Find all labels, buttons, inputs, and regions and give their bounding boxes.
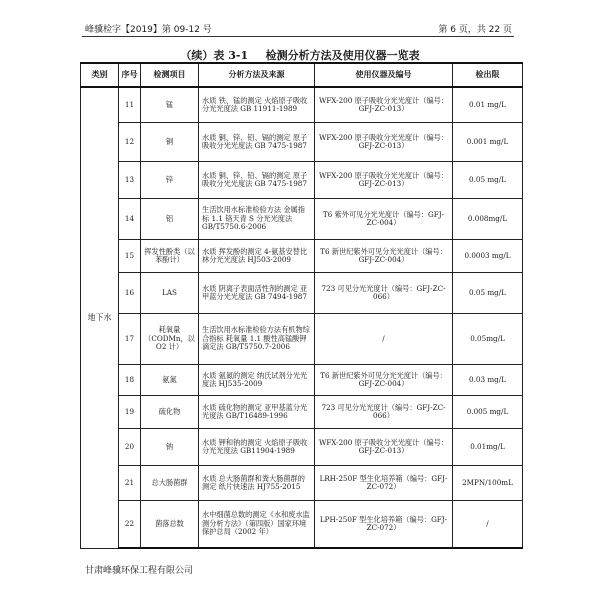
item-cell: 硫化物 [141, 396, 199, 429]
category-cell: 地下水 [81, 87, 119, 548]
table-row [81, 501, 523, 549]
item-cell: 铝 [141, 199, 199, 240]
method-cell: 水质 氨氮的测定 纳氏试剂分光光度法 HJ535-2009 [199, 365, 315, 396]
seq-cell: 21 [119, 466, 141, 501]
item-cell: 锌 [141, 162, 199, 199]
seq-cell: 22 [119, 501, 141, 549]
seq-cell: 20 [119, 429, 141, 466]
instrument-cell: WFX-200 原子吸收分光光度计（编号：GFJ-ZC-013） [315, 429, 453, 466]
limit-cell: 0.001 mg/L [453, 123, 523, 162]
seq-cell: 17 [119, 314, 141, 365]
limit-cell: 0.05 mg/L [453, 273, 523, 314]
instrument-cell: T6 新世纪紫外可见分光光度计（编号：GFJ-ZC-004） [315, 240, 453, 273]
header-divider [82, 36, 514, 37]
table-row [81, 365, 523, 396]
instrument-cell: / [315, 314, 453, 365]
method-cell: 生活饮用水标准检验方法有机物综合指标 耗氧量 1.1 酸性高锰酸钾滴定法 GB/T5750.7-2006 [199, 314, 315, 365]
limit-cell: 0.005 mg/L [453, 396, 523, 429]
table-row [81, 273, 523, 314]
limit-cell: 2MPN/100mL [453, 466, 523, 501]
item-cell: 锰 [141, 87, 199, 123]
limit-cell: 0.03 mg/L [453, 365, 523, 396]
item-cell: LAS [141, 273, 199, 314]
table-row [81, 199, 523, 240]
seq-cell: 18 [119, 365, 141, 396]
page-info: 第 6 页，共 22 页 [438, 25, 512, 35]
table-row [81, 396, 523, 429]
limit-cell: 0.0003 mg/L [453, 240, 523, 273]
col-header-category: 类别 [81, 63, 119, 87]
limit-cell: 0.05mg/L [453, 314, 523, 365]
seq-cell: 12 [119, 123, 141, 162]
method-cell: 水质 硫化物的测定 亚甲基蓝分光光度法 GB/T16489-1996 [199, 396, 315, 429]
instrument-cell: 723 可见分光光度计（编号：GFJ-ZC-066） [315, 273, 453, 314]
limit-cell: 0.05 mg/L [453, 162, 523, 199]
table-title [0, 47, 600, 63]
col-header-item: 检测项目 [141, 63, 199, 87]
limit-cell: 0.01 mg/L [453, 87, 523, 123]
method-cell: 水质 铁、锰的测定 火焰原子吸收分光光度法 GB 11911-1989 [199, 87, 315, 123]
item-cell: 总大肠菌群 [141, 466, 199, 501]
table-row [81, 87, 523, 123]
table-row [81, 123, 523, 162]
col-header-seq: 序号 [119, 63, 141, 87]
seq-cell: 14 [119, 199, 141, 240]
limit-cell: 0.01mg/L [453, 429, 523, 466]
instrument-cell: WFX-200 原子吸收分光光度计（编号：GFJ-ZC-013） [315, 87, 453, 123]
item-cell: 铜 [141, 123, 199, 162]
seq-cell: 16 [119, 273, 141, 314]
method-cell: 水质 钾和钠的测定 火焰原子吸收分光光度法 GB11904-1989 [199, 429, 315, 466]
item-cell: 菌落总数 [141, 501, 199, 549]
table-row [81, 466, 523, 501]
limit-cell: / [453, 501, 523, 549]
instrument-cell: 723 可见分光光度计（编号：GFJ-ZC-066） [315, 396, 453, 429]
limit-cell: 0.008mg/L [453, 199, 523, 240]
instrument-cell: LRH-250F 型生化培养箱（编号：GFJ-ZC-072） [315, 466, 453, 501]
seq-cell: 19 [119, 396, 141, 429]
col-header-limit: 检出限 [453, 63, 523, 87]
table-row [81, 314, 523, 365]
table-row [81, 240, 523, 273]
method-cell: 水质 阴离子表面活性剂的测定 亚甲蓝分光光度法 GB 7494-1987 [199, 273, 315, 314]
detection-methods-table [80, 62, 523, 549]
seq-cell: 11 [119, 87, 141, 123]
method-cell: 水质 铜、锌、铅、镉的测定 原子吸收分光光度法 GB 7475-1987 [199, 162, 315, 199]
instrument-cell: WFX-200 原子吸收分光光度计（编号：GFJ-ZC-013） [315, 123, 453, 162]
item-cell: 挥发性酚类（以苯酚计） [141, 240, 199, 273]
col-header-method: 分析方法及来源 [199, 63, 315, 87]
table-title-prefix: （续）表 3-1 [180, 49, 249, 62]
method-cell: 水质 铜、锌、铅、镉的测定 原子吸收分光光度法 GB 7475-1987 [199, 123, 315, 162]
table-title-text: 检测分析方法及使用仪器一览表 [265, 49, 420, 62]
company-footer: 甘肃峰骥环保工程有限公司 [85, 566, 194, 576]
method-cell: 水质 总大肠菌群和粪大肠菌群的测定 纸片快速法 HJ755-2015 [199, 466, 315, 501]
item-cell: 钠 [141, 429, 199, 466]
seq-cell: 15 [119, 240, 141, 273]
instrument-cell: T6 新世纪紫外可见分光光度计（编号：GFJ-ZC-004） [315, 365, 453, 396]
method-cell: 水质 挥发酚的测定 4-氨基安替比林分光光度法 HJ503-2009 [199, 240, 315, 273]
instrument-cell: WFX-200 原子吸收分光光度计（编号：GFJ-ZC-013） [315, 162, 453, 199]
seq-cell: 13 [119, 162, 141, 199]
method-cell: 水中细菌总数的测定《水和废水监测分析方法》（第四版）国家环境保护总局（2002 年） [199, 501, 315, 549]
table-row [81, 162, 523, 199]
instrument-cell: LPH-250F 型生化培养箱（编号：GFJ-ZC-072） [315, 501, 453, 549]
table-row [81, 429, 523, 466]
item-cell: 耗氧量（CODMn，以 O2 计） [141, 314, 199, 365]
col-header-instrument: 使用仪器及编号 [315, 63, 453, 87]
method-cell: 生活饮用水标准检验方法 金属指标 1.1 铬天青 S 分光光度法 GB/T5750.6-2006 [199, 199, 315, 240]
item-cell: 氨氮 [141, 365, 199, 396]
doc-code: 峰骥检字【2019】第 09-12 号 [85, 25, 212, 35]
table-header-row [81, 63, 523, 87]
instrument-cell: T6 紫外可见分光光度计（编号：GFJ-ZC-004） [315, 199, 453, 240]
